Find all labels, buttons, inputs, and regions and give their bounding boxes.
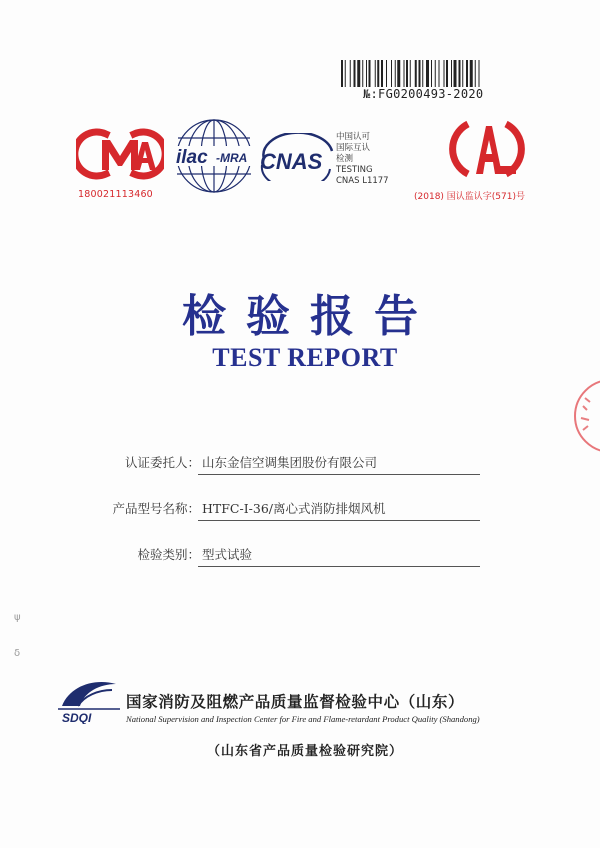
ilac-mra-icon: [172, 118, 256, 196]
barcode-bar: [391, 60, 392, 87]
barcode-bar: [341, 60, 343, 87]
cma-seal-icon: [76, 126, 164, 182]
cnas-text-line: CNAS L1177: [336, 176, 389, 186]
barcode-bar: [381, 60, 383, 87]
cnas-text-line: TESTING: [336, 165, 373, 175]
barcode-bar: [475, 60, 476, 87]
barcode-bar: [470, 60, 473, 87]
barcode-bar: [446, 60, 448, 87]
margin-mark-icon: δ: [14, 648, 21, 659]
barcode-bar: [397, 60, 400, 87]
cnas-text-line: 中国认可: [336, 132, 371, 142]
field-product-value: HTFC-I-36/离心式消防排烟风机: [202, 501, 386, 516]
sdqi-logo-text: SDQI: [62, 711, 92, 724]
barcode-bar: [410, 60, 411, 87]
svg-text:CNAS: CNAS: [260, 149, 323, 174]
barcode-bar: [366, 60, 367, 87]
barcode-icon: [341, 60, 518, 87]
barcode-bar: [444, 60, 445, 87]
barcode-bar: [439, 60, 440, 87]
barcode-bar: [431, 60, 432, 87]
cal-seal-icon: [446, 114, 528, 184]
cnas-accreditation-text: [336, 132, 406, 187]
field-product-label: 产品型号名称：: [112, 501, 200, 516]
field-test-type-label: 检验类别：: [137, 547, 200, 562]
field-client-value: 山东金信空调集团股份有限公司: [202, 455, 378, 470]
svg-text:-MRA: -MRA: [216, 151, 248, 165]
field-product: [100, 497, 500, 521]
institution-subname: （山东省产品质量检验研究院）: [206, 744, 403, 759]
barcode-bar: [415, 60, 417, 87]
cnas-text-line: 国际互认: [336, 143, 371, 153]
barcode-bar: [362, 60, 363, 87]
barcode-bar: [426, 60, 429, 87]
svg-text:ilac: ilac: [176, 147, 208, 168]
report-title-cn: 检验报告: [182, 291, 438, 342]
barcode-bar: [422, 60, 423, 87]
field-client: [100, 451, 500, 475]
red-stamp-fragment-icon: [565, 376, 600, 456]
barcode-bar: [357, 60, 360, 87]
barcode-bar: [454, 60, 457, 87]
barcode-bar: [459, 60, 461, 87]
barcode-bar: [375, 60, 376, 87]
institution-name-cn: 国家消防及阻燃产品质量监督检验中心（山东）: [126, 693, 465, 711]
barcode-bar: [419, 60, 421, 87]
institution-name-en: National Supervision and Inspection Center for Fire and Flame-retardant Product Quality (Shandong): [126, 714, 480, 724]
barcode-bar: [451, 60, 452, 87]
barcode-bar: [462, 60, 463, 87]
cnas-text-line: 检测: [336, 154, 354, 164]
barcode-bar: [354, 60, 356, 87]
field-test-type-value: 型式试验: [202, 547, 253, 562]
barcode-bar: [345, 60, 346, 87]
barcode-bar: [406, 60, 408, 87]
barcode-bar: [369, 60, 371, 87]
cnas-logo-icon: [256, 133, 338, 181]
barcode-bar: [386, 60, 387, 87]
barcode-bar: [377, 60, 379, 87]
cma-number: 180021113460: [78, 189, 153, 200]
field-underline: [198, 520, 480, 521]
cal-accreditation-text: (2018) 国认监认字(571)号: [414, 192, 525, 202]
report-number: №:FG0200493-2020: [363, 87, 484, 101]
report-title-en: TEST REPORT: [212, 343, 398, 372]
field-underline: [198, 474, 480, 475]
field-underline: [198, 566, 480, 567]
barcode-bar: [479, 60, 480, 87]
margin-mark-icon: ψ: [14, 612, 21, 623]
barcode-bar: [466, 60, 468, 87]
field-test-type: [100, 543, 500, 567]
barcode-bar: [404, 60, 405, 87]
barcode-bar: [435, 60, 436, 87]
sdqi-logo-icon: [54, 676, 124, 724]
barcode-bar: [395, 60, 396, 87]
field-client-label: 认证委托人：: [124, 455, 200, 470]
barcode-bar: [350, 60, 351, 87]
